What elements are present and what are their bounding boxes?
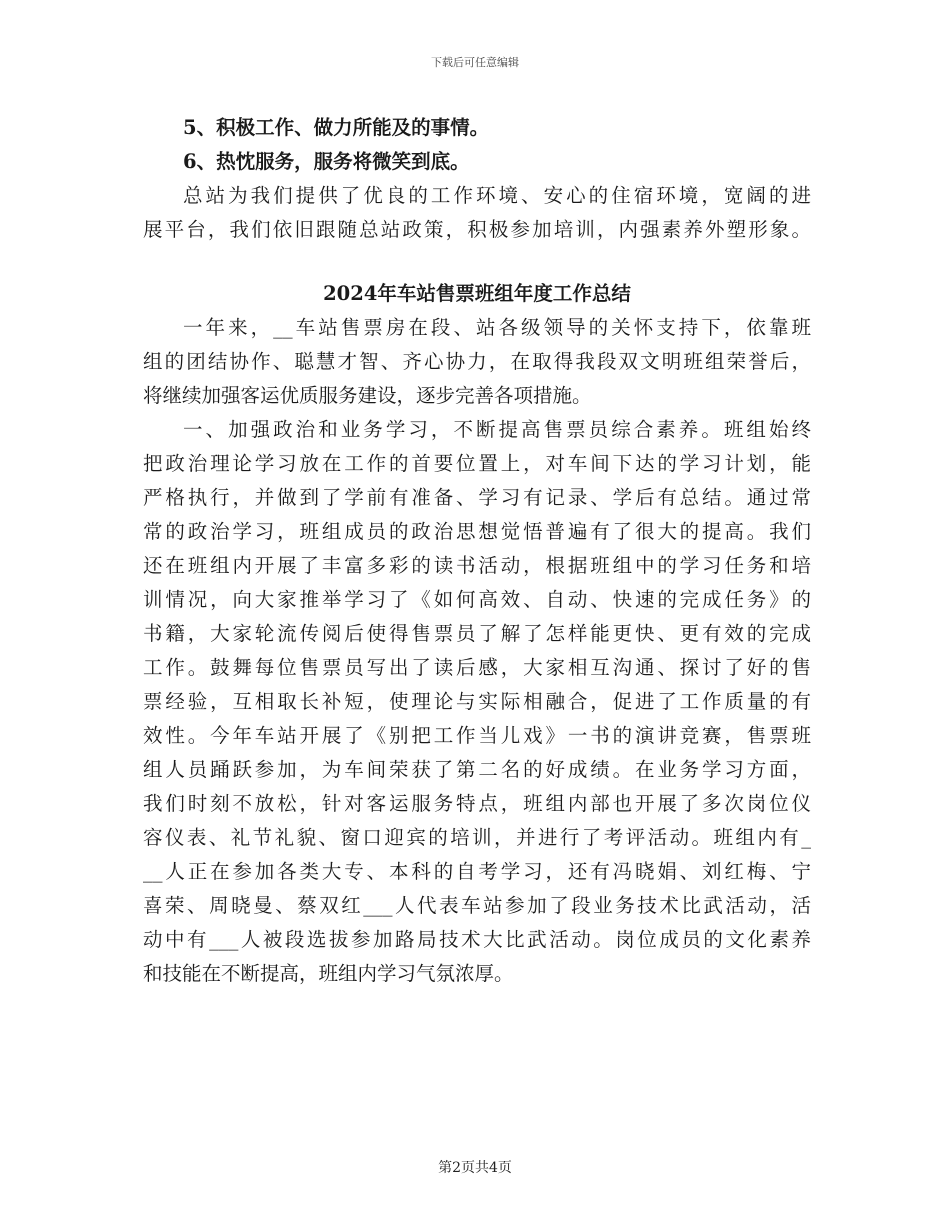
paragraph-line: 把政治理论学习放在工作的首要位置上，对车间下达的学习计划，能 — [143, 452, 811, 475]
paragraph-line: 一、加强政治和业务学习，不断提高售票员综合素养。班组始终 — [183, 418, 811, 441]
paragraph-line: 展平台，我们依旧跟随总站政策，积极参加培训，内强素养外塑形象。 — [143, 218, 811, 241]
paragraph-line: __人正在参加各类大专、本科的自考学习，还有冯晓娟、刘红梅、宁 — [143, 860, 811, 883]
paragraph-line: 书籍，大家轮流传阅后使得售票员了解了怎样能更快、更有效的完成 — [143, 622, 811, 645]
document-title: 2024年车站售票班组年度工作总结 — [323, 282, 631, 305]
paragraph-line: 喜荣、周晓曼、蔡双红___人代表车站参加了段业务技术比武活动，活 — [143, 894, 811, 917]
paragraph-line: 还在班组内开展了丰富多彩的读书活动，根据班组中的学习任务和培 — [143, 554, 811, 577]
paragraph-line: 和技能在不断提高，班组内学习气氛浓厚。 — [143, 962, 514, 985]
paragraph-line: 工作。鼓舞每位售票员写出了读后感，大家相互沟通、探讨了好的售 — [143, 656, 811, 679]
list-item-5: 5、积极工作、做力所能及的事情。 — [183, 116, 490, 139]
paragraph-1 — [143, 311, 811, 413]
list-item-6: 6、热忱服务，服务将微笑到底。 — [183, 150, 470, 173]
intro-paragraph — [143, 179, 811, 247]
paragraph-line: 我们时刻不放松，针对客运服务特点，班组内部也开展了多次岗位仪 — [143, 792, 811, 815]
paragraph-line: 一年来，__车站售票房在段、站各级领导的关怀支持下，依靠班 — [183, 316, 811, 339]
paragraph-line: 组人员踊跃参加，为车间荣获了第二名的好成绩。在业务学习方面， — [143, 758, 811, 781]
paragraph-line: 严格执行，并做到了学前有准备、学习有记录、学后有总结。通过常 — [143, 486, 811, 509]
paragraph-line: 总站为我们提供了优良的工作环境、安心的住宿环境，宽阔的进 — [183, 184, 811, 207]
paragraph-line: 效性。今年车站开展了《别把工作当儿戏》一书的演讲竞赛，售票班 — [143, 724, 811, 747]
paragraph-line: 常的政治学习，班组成员的政治思想觉悟普遍有了很大的提高。我们 — [143, 520, 811, 543]
paragraph-line: 将继续加强客运优质服务建设，逐步完善各项措施。 — [143, 384, 592, 407]
paragraph-2 — [143, 413, 811, 991]
page-header: 下载后可任意编辑 — [431, 56, 519, 69]
document-body — [143, 111, 811, 991]
paragraph-line: 容仪表、礼节礼貌、窗口迎宾的培训，并进行了考评活动。班组内有_ — [143, 826, 811, 849]
paragraph-line: 训情况，向大家推举学习了《如何高效、自动、快速的完成任务》的 — [143, 588, 811, 611]
page-number: 第2页共4页 — [438, 1160, 512, 1176]
paragraph-line: 票经验，互相取长补短，使理论与实际相融合，促进了工作质量的有 — [143, 690, 811, 713]
paragraph-line: 动中有___人被段选拔参加路局技术大比武活动。岗位成员的文化素养 — [143, 928, 811, 951]
paragraph-line: 组的团结协作、聪慧才智、齐心协力，在取得我段双文明班组荣誉后， — [143, 350, 811, 373]
